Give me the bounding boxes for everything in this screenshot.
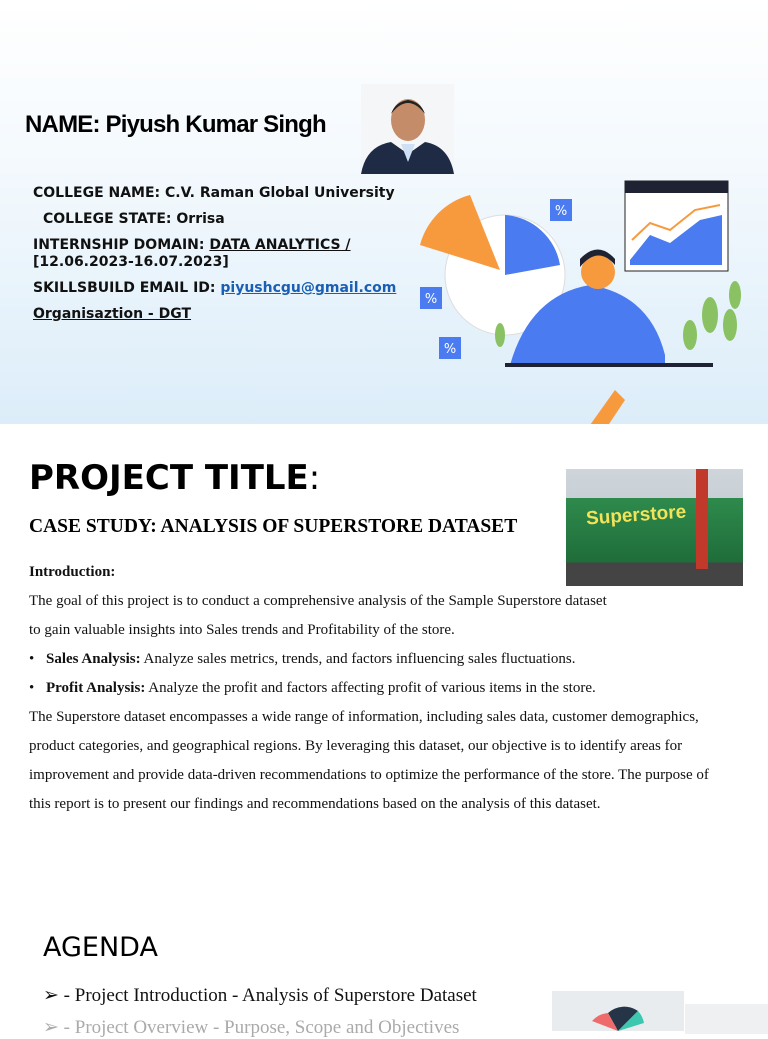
document-image: [685, 1004, 768, 1034]
title-slide: [0, 0, 768, 424]
pie-chart-image: [552, 991, 684, 1031]
college-state: Orrisa: [176, 211, 225, 227]
internship-dates: [12.06.2023-16.07.2023]: [33, 254, 229, 270]
intro-text: The goal of this project is to conduct a comprehensive analysis of the Sample Superstore dataset to gain valuable insights into Sales trends and Profitability of the store.: [29, 593, 607, 638]
data-analytics-illustration: [410, 175, 760, 430]
svg-text:%: %: [443, 342, 457, 357]
agenda-item: ➢ - Project Introduction - Analysis of Superstore Dataset: [43, 985, 477, 1006]
svg-text:%: %: [554, 204, 568, 219]
introduction: [29, 558, 729, 819]
arrow-bullet-icon: ➢: [43, 1017, 59, 1038]
project-slide: [0, 424, 768, 894]
student-info: COLLEGE NAME: C.V. Raman Global University COLLEGE STATE: Orrisa INTERNSHIP DOMAIN: DATA ANALYTICS / [12.06.2023-16.07.2023] SKILLSBUILD EMAIL ID: piyushcgu@gmail.com Organisaztion - DGT: [33, 185, 397, 322]
student-name: NAME: Piyush Kumar Singh: [25, 111, 326, 138]
svg-text:%: %: [424, 292, 438, 307]
bullet-profit: • Profit Analysis: Analyze the profit and factors affecting profit of various items in the store.: [29, 674, 729, 703]
college-name: C.V. Raman Global University: [165, 185, 395, 201]
agenda-item: ➢ - Project Overview - Purpose, Scope and Objectives: [43, 1017, 460, 1038]
email-link[interactable]: piyushcgu@gmail.com: [220, 280, 397, 296]
agenda-title: AGENDA: [43, 932, 158, 963]
superstore-photo: Superstore: [566, 469, 743, 586]
bullet-sales: • Sales Analysis: Analyze sales metrics, trends, and factors influencing sales fluctuations.: [29, 645, 729, 674]
internship-domain: DATA ANALYTICS /: [209, 237, 351, 253]
profile-photo: [361, 84, 454, 174]
agenda-slide: [0, 900, 768, 1038]
arrow-bullet-icon: ➢: [43, 985, 59, 1006]
project-title: PROJECT TITLE:: [29, 458, 321, 498]
dataset-paragraph: The Superstore dataset encompasses a wide range of information, including sales data, customer demographics, product categories, and geographical regions. By leveraging this dataset, our objective is to identify areas for improvement and provide data-driven recommendations to optimize the performance of the store. The purpose of this report is to present our findings and recommendations based on the analysis of this dataset.: [29, 709, 709, 812]
intro-heading: Introduction:: [29, 564, 116, 580]
case-study-heading: CASE STUDY: ANALYSIS OF SUPERSTORE DATASET: [29, 516, 518, 537]
organisation: Organisaztion - DGT: [33, 306, 192, 322]
